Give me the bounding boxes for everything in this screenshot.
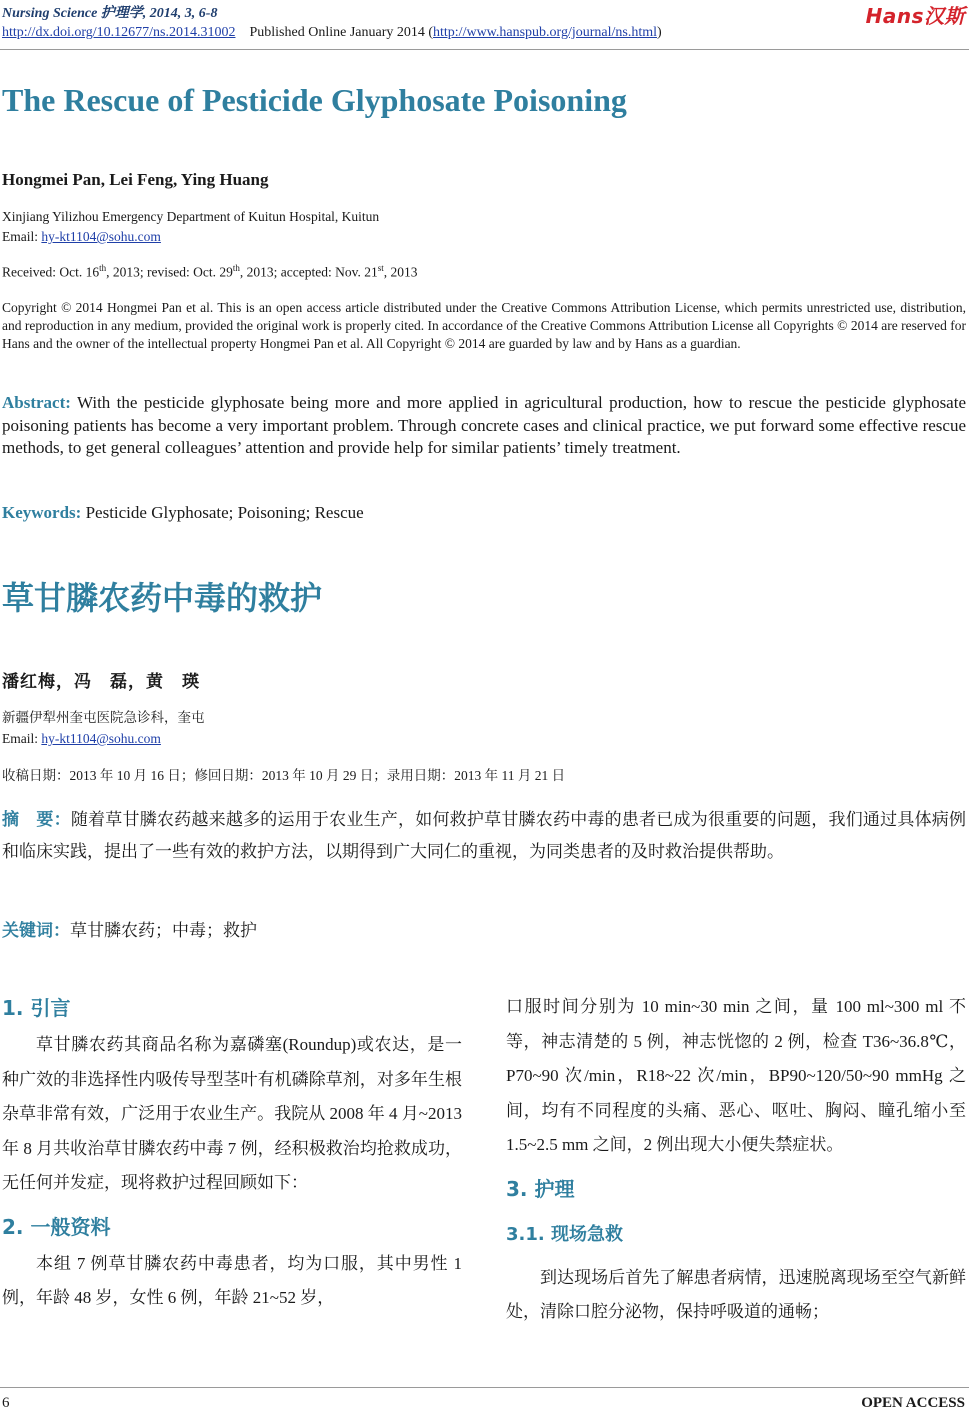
revised-sup: th xyxy=(232,263,240,273)
cn-email-link[interactable]: hy-kt1104@sohu.com xyxy=(41,731,161,746)
journal-header: Nursing Science 护理学, 2014, 3, 6-8 xyxy=(2,6,218,21)
accepted-text: , 2013; accepted: Nov. 21 xyxy=(239,264,378,280)
email-link[interactable]: hy-kt1104@sohu.com xyxy=(41,229,161,244)
body-right-column xyxy=(506,990,966,1330)
publisher-logo: Hans汉斯 xyxy=(865,4,965,28)
cn-abstract-text: 随着草甘膦农药越来越多的运用于农业生产，如何救护草甘膦农药中毒的患者已成为很重要的问题，我们通过具体病例和临床实践，提出了一些有效的救护方法，以期得到广大同仁的重视，为同类患者的及时救治提供帮助。 xyxy=(2,810,966,861)
received-dates xyxy=(2,263,417,281)
revised-text: , 2013; revised: Oct. 29 xyxy=(106,264,233,280)
chinese-keywords xyxy=(2,916,257,941)
doi-link[interactable]: http://dx.doi.org/10.12677/ns.2014.31002 xyxy=(2,25,236,40)
cn-email-label: Email: xyxy=(2,731,42,746)
abstract-text: With the pesticide glyphosate being more and more applied in agricultural production, how to rescue the pesticide glyphosate poisoning patients has become a very important problem. Through concrete cases and clinical practice, we put forward some effective rescue methods, to get general colleagues’ attention and provide help for similar patients’ timely treatment. xyxy=(2,393,966,457)
cn-email-line xyxy=(2,728,205,749)
accepted-year: , 2013 xyxy=(383,264,418,280)
section-3-1-heading: 3.1. 现场急救 xyxy=(506,1223,623,1245)
open-access-label: OPEN ACCESS xyxy=(861,1395,965,1411)
english-title: The Rescue of Pesticide Glyphosate Poisoning xyxy=(2,82,627,118)
english-abstract xyxy=(2,392,966,460)
page-number: 6 xyxy=(2,1395,10,1411)
english-keywords xyxy=(2,503,364,523)
email-line xyxy=(2,227,379,247)
cn-abstract-label: 摘 要： xyxy=(2,810,71,830)
chinese-title: 草甘膦农药中毒的救护 xyxy=(2,579,323,617)
footer-rule xyxy=(0,1387,969,1388)
body-left-column xyxy=(2,988,462,1316)
affiliation-text: Xinjiang Yilizhou Emergency Department of Kuitun Hospital, Kuitun xyxy=(2,209,380,224)
chinese-dates: 收稿日期：2013 年 10 月 16 日；修回日期：2013 年 10 月 29 日；录用日期：2013 年 11 月 21 日 xyxy=(2,768,566,783)
section-2-continuation: 口服时间分别为 10 min~30 min 之间，量 100 ml~300 ml 不等，神志清楚的 5 例，神志恍惚的 2 例，检查 T36~36.8℃，P70~90 次/min，R18~22 次/min，BP90~120/50~90 mmHg 之间，均有不同程度的头痛、恶心、呕吐、胸闷、瞳孔缩小至 1.5~2.5 mm 之间，2 例出现大小便失禁症状。 xyxy=(506,997,966,1154)
published-text: Published Online January 2014 ( xyxy=(249,25,434,40)
published-close: ) xyxy=(657,25,662,40)
section-1-paragraph: 草甘膦农药其商品名称为嘉磷塞(Roundup)或农达，是一种广效的非选择性内吸传导型茎叶有机磷除草剂，对多年生根杂草非常有效，广泛用于农业生产。我院从 2008 年 4 月~2013 年 8 月共收治草甘膦农药中毒 7 例，经积极救治均抢救成功，无任何并发症，现将救护过程回顾如下： xyxy=(2,1035,462,1192)
received-text: Received: Oct. 16 xyxy=(2,264,100,280)
chinese-affiliation xyxy=(2,707,205,749)
header-rule xyxy=(0,49,969,50)
accepted-sup: st xyxy=(377,263,384,273)
english-authors: Hongmei Pan, Lei Feng, Ying Huang xyxy=(2,170,269,189)
copyright-notice: Copyright © 2014 Hongmei Pan et al. This is an open access article distributed under the Creative Commons Attribution License, which permits unrestricted use, distribution, and reproduction in any medium, provided the original work is properly cited. In accordance of the Creative Commons Attribution License all Copyrights © 2014 are reserved for Hans and the owner of the intellectual property Hongmei Pan et al. All Copyright © 2014 are guarded by law and by Hans as a guardian. xyxy=(2,300,966,351)
received-sup: th xyxy=(99,263,107,273)
cn-keywords-text: 草甘膦农药；中毒；救护 xyxy=(70,921,257,940)
keywords-text: Pesticide Glyphosate; Poisoning; Rescue xyxy=(81,503,364,522)
section-2-heading: 2. 一般资料 xyxy=(2,1214,111,1239)
publication-info xyxy=(2,25,662,41)
section-1-heading: 1. 引言 xyxy=(2,996,71,1020)
section-3-1-paragraph: 到达现场后首先了解患者病情，迅速脱离现场至空气新鲜处，清除口腔分泌物，保持呼吸道的通畅； xyxy=(506,1267,966,1321)
email-label: Email: xyxy=(2,229,42,244)
cn-affiliation-text: 新疆伊犁州奎屯医院急诊科，奎屯 xyxy=(2,710,205,725)
cn-keywords-label: 关键词： xyxy=(2,921,70,941)
section-2-paragraph: 本组 7 例草甘膦农药中毒患者，均为口服，其中男性 1 例，年龄 48 岁，女性 6 例，年龄 21~52 岁， xyxy=(2,1253,462,1307)
chinese-authors: 潘红梅，冯 磊，黄 瑛 xyxy=(2,672,200,691)
chinese-abstract xyxy=(2,804,966,868)
journal-url-link[interactable]: http://www.hanspub.org/journal/ns.html xyxy=(433,25,658,40)
keywords-label: Keywords: xyxy=(2,503,82,522)
abstract-label: Abstract: xyxy=(2,393,71,412)
section-3-heading: 3. 护理 xyxy=(506,1176,575,1201)
english-affiliation xyxy=(2,207,379,247)
